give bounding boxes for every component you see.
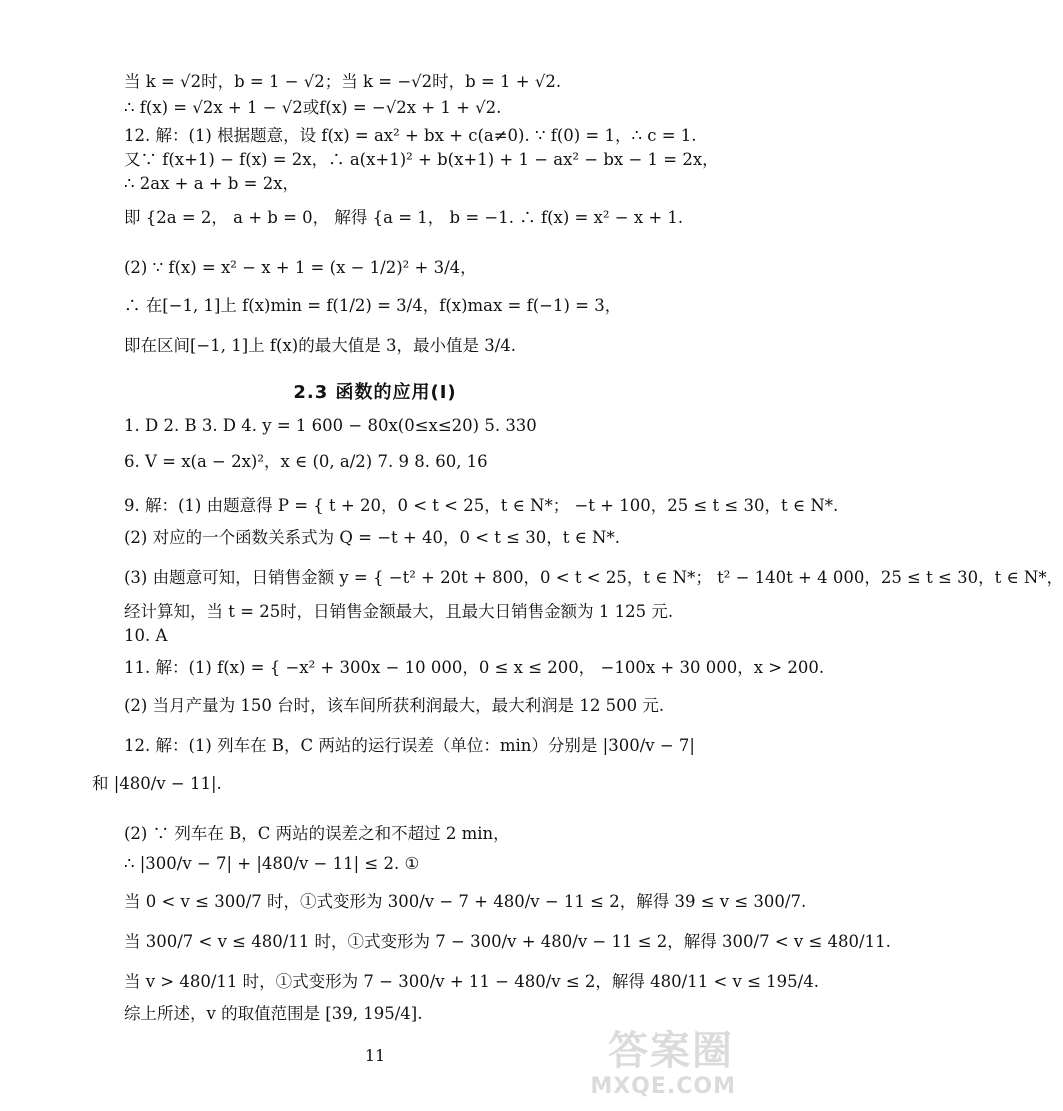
text-line-25: 当 v > 480/11 时，①式变形为 7 − 300/v + 11 − 480/v ≤ 2，解得 480/11 < v ≤ 195/4.: [124, 972, 819, 991]
text-line-1: 当 k = √2时，b = 1 − √2；当 k = −√2时，b = 1 + √2.: [124, 72, 562, 91]
text-line-5: ∴ 2ax + a + b = 2x，: [124, 174, 300, 193]
text-line-13: (2) 对应的一个函数关系式为 Q = −t + 40，0 < t ≤ 30，t ∈ N*.: [124, 528, 620, 547]
text-line-6: 即 {2a = 2， a + b = 0， 解得 {a = 1， b = −1. ∴ f(x) = x² − x + 1.: [124, 208, 684, 227]
text-line-19: 12. 解：(1) 列车在 B，C 两站的运行误差（单位：min）分别是 |300/v − 7|: [124, 736, 695, 755]
text-line-22: ∴ |300/v − 7| + |480/v − 11| ≤ 2. ①: [124, 854, 420, 873]
section-title: 2.3 函数的应用(Ⅰ): [293, 382, 457, 403]
text-line-18: (2) 当月产量为 150 台时，该车间所获利润最大，最大利润是 12 500 元.: [124, 696, 665, 715]
text-line-21: (2) ∵ 列车在 B，C 两站的误差之和不超过 2 min，: [124, 824, 510, 843]
text-line-4: 又∵ f(x+1) − f(x) = 2x，∴ a(x+1)² + b(x+1) + 1 − ax² − bx − 1 = 2x，: [124, 150, 719, 169]
text-line-26: 综上所述，v 的取值范围是 [39, 195/4].: [124, 1004, 423, 1023]
watermark-top-text: 答案圈: [608, 1028, 734, 1074]
text-line-7: (2) ∵ f(x) = x² − x + 1 = (x − 1/2)² + 3/4，: [124, 258, 477, 277]
text-line-17: 11. 解：(1) f(x) = { −x² + 300x − 10 000，0 ≤ x ≤ 200， −100x + 30 000，x > 200.: [124, 658, 825, 677]
text-line-2: ∴ f(x) = √2x + 1 − √2或f(x) = −√2x + 1 + √2.: [124, 98, 502, 117]
text-line-3: 12. 解：(1) 根据题意，设 f(x) = ax² + bx + c(a≠0). ∵ f(0) = 1，∴ c = 1.: [124, 126, 697, 145]
text-line-12: 9. 解：(1) 由题意得 P = { t + 20，0 < t < 25，t ∈ N*； −t + 100，25 ≤ t ≤ 30，t ∈ N*.: [124, 496, 839, 515]
text-line-15: 经计算知，当 t = 25时，日销售金额最大，且最大日销售金额为 1 125 元.: [124, 602, 674, 621]
text-line-9: 即在区间[−1, 1]上 f(x)的最大值是 3，最小值是 3/4.: [124, 336, 517, 355]
text-line-24: 当 300/7 < v ≤ 480/11 时，①式变形为 7 − 300/v + 480/v − 11 ≤ 2，解得 300/7 < v ≤ 480/11.: [124, 932, 891, 951]
watermark-bottom-text: MXQE.COM: [590, 1074, 736, 1099]
page-number: 11: [364, 1046, 386, 1065]
watermark-logo: [590, 1013, 744, 1103]
text-line-16: 10. A: [124, 626, 168, 645]
text-line-8: ∴ 在[−1, 1]上 f(x)min = f(1/2) = 3/4，f(x)max = f(−1) = 3，: [124, 296, 622, 315]
text-line-10: 1. D 2. B 3. D 4. y = 1 600 − 80x(0≤x≤20) 5. 330: [124, 416, 537, 435]
text-line-20: 和 |480/v − 11|.: [92, 774, 222, 793]
text-line-14: (3) 由题意可知，日销售金额 y = { −t² + 20t + 800，0 < t < 25，t ∈ N*； t² − 140t + 4 000，25 ≤ t ≤ 30，t ∈ N*，: [124, 568, 1063, 587]
text-line-23: 当 0 < v ≤ 300/7 时，①式变形为 300/v − 7 + 480/v − 11 ≤ 2，解得 39 ≤ v ≤ 300/7.: [124, 892, 807, 911]
text-line-11: 6. V = x(a − 2x)²，x ∈ (0, a/2) 7. 9 8. 60, 16: [124, 452, 488, 471]
